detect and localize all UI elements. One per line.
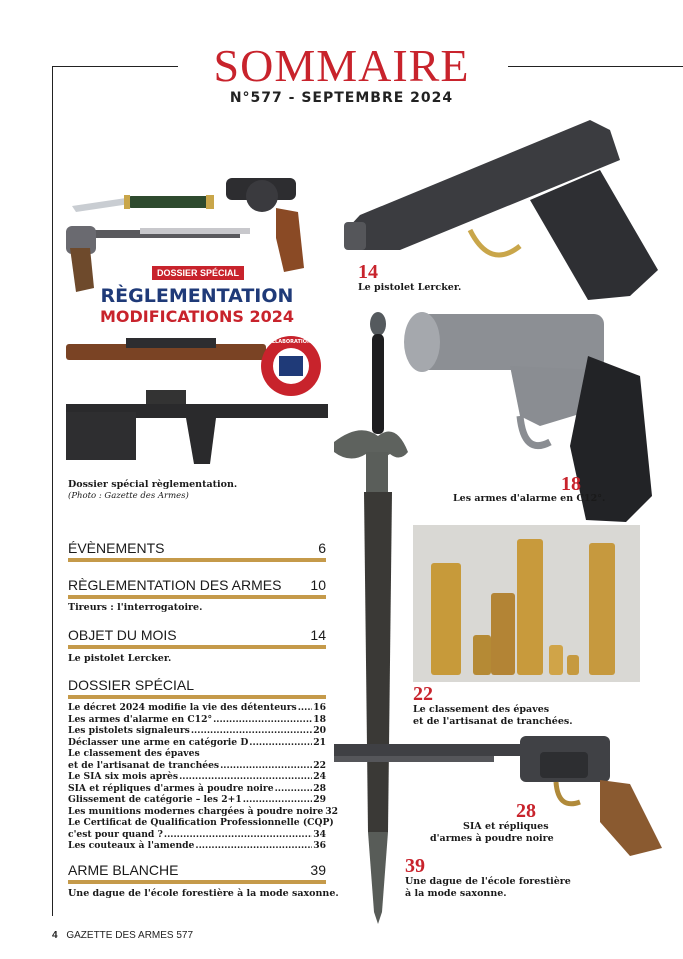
section-sub: Tireurs : l'interrogatoire. <box>68 602 203 613</box>
toc-page: 16 <box>313 702 326 713</box>
toc-entry[interactable] <box>68 817 334 829</box>
toc-text: Le Certificat de Qualification Professionnelle (CQP) <box>68 817 334 828</box>
section-objet-du-mois[interactable] <box>68 627 326 643</box>
toc-entry[interactable] <box>68 748 326 760</box>
section-title: RÈGLEMENTATION DES ARMES <box>68 577 282 593</box>
toc-text: SIA et répliques d'armes à poudre noire <box>68 782 274 794</box>
header-rule-right <box>508 66 683 67</box>
cover-caption: Dossier spécial règlementation. <box>68 479 238 490</box>
left-frame-rule <box>52 66 53 916</box>
footer <box>52 930 193 941</box>
toc-text: Les munitions modernes chargées à poudre noire <box>68 805 324 817</box>
section-page: 39 <box>310 862 326 878</box>
toc-page: 32 <box>325 805 339 817</box>
toc-text: c'est pour quand ? <box>68 828 163 840</box>
section-reglementation[interactable] <box>68 577 326 593</box>
cover-guns-illustration <box>66 168 328 473</box>
toc-page: 29 <box>313 794 326 805</box>
section-page: 14 <box>310 627 326 643</box>
lercker-pistol-photo <box>340 100 663 310</box>
toc-page: 28 <box>313 782 326 794</box>
cover-collage <box>66 168 328 473</box>
toc-entry[interactable] <box>68 725 326 737</box>
toc-page: 21 <box>313 736 326 748</box>
toc-text: et de l'artisanat de tranchées <box>68 759 220 771</box>
toc-page: 24 <box>313 771 326 782</box>
toc-entry[interactable] <box>68 794 326 806</box>
trench-art-photo <box>413 525 640 682</box>
callout-text: et de l'artisanat de tranchées. <box>413 716 573 727</box>
callout-text: Une dague de l'école forestière <box>405 876 571 887</box>
toc-text: Les pistolets signaleurs <box>68 725 190 736</box>
toc-entry[interactable] <box>68 771 326 783</box>
callout-text: d'armes à poudre noire <box>430 833 554 844</box>
footer-page-number: 4 <box>52 930 58 941</box>
section-title: DOSSIER SPÉCIAL <box>68 677 195 693</box>
toc-page: 20 <box>313 725 326 736</box>
callout-text: SIA et répliques <box>463 821 549 832</box>
toc-entry[interactable] <box>68 805 339 818</box>
dossier-toc <box>68 702 339 852</box>
section-divider <box>68 645 326 649</box>
section-title: ÉVÈNEMENTS <box>68 540 165 556</box>
toc-page: 34 <box>313 828 326 840</box>
section-title: OBJET DU MOIS <box>68 627 177 643</box>
toc-text: Les armes d'alarme en C12° <box>68 713 213 725</box>
callout-text: Les armes d'alarme en C12°. <box>453 493 606 504</box>
callout-text: Le pistolet Lercker. <box>358 282 462 293</box>
toc-text: Glissement de catégorie – les 2+1 <box>68 794 242 805</box>
section-arme-blanche[interactable] <box>68 862 326 878</box>
toc-entry[interactable] <box>68 702 326 714</box>
seal-text: EN COLLABORATION AVEC <box>254 339 328 345</box>
header-rule-left <box>52 66 178 67</box>
section-page: 10 <box>310 577 326 593</box>
callout-page: 39 <box>405 855 425 877</box>
toc-text: Le classement des épaves <box>68 748 200 759</box>
toc-page: 22 <box>313 759 326 771</box>
footer-magazine: GAZETTE DES ARMES 577 <box>66 930 194 941</box>
section-sub: Le pistolet Lercker. <box>68 653 172 664</box>
toc-text: Déclasser une arme en catégorie D <box>68 736 249 748</box>
cover-headline-1: RÈGLEMENTATION <box>100 285 294 307</box>
toc-entry[interactable] <box>68 840 326 852</box>
callout-page: 14 <box>358 261 378 283</box>
toc-entry[interactable] <box>68 829 326 841</box>
dossier-badge: DOSSIER SPÉCIAL <box>156 268 240 278</box>
toc-text: Les couteaux à l'amende <box>68 840 195 851</box>
callout-text: Le classement des épaves <box>413 704 550 715</box>
page-title: SOMMAIRE <box>213 40 470 91</box>
section-divider <box>68 695 326 699</box>
section-divider <box>68 880 326 884</box>
issue-number: N°577 - SEPTEMBRE 2024 <box>229 90 454 106</box>
cover-headline-2: MODIFICATIONS 2024 <box>99 307 295 326</box>
section-sub: Une dague de l'école forestière à la mode saxonne. <box>68 888 339 899</box>
toc-text: Le SIA six mois après <box>68 771 179 782</box>
shells-illustration <box>413 525 640 682</box>
section-evenements[interactable] <box>68 540 326 556</box>
section-divider <box>68 558 326 562</box>
cover-credit: (Photo : Gazette des Armes) <box>68 491 189 501</box>
toc-page: 36 <box>313 840 326 851</box>
toc-entry[interactable] <box>68 760 326 772</box>
toc-entry[interactable] <box>68 714 326 726</box>
section-title: ARME BLANCHE <box>68 862 179 878</box>
toc-text: Le décret 2024 modifie la vie des détenteurs <box>68 702 297 713</box>
callout-page: 28 <box>516 800 536 822</box>
callout-page: 22 <box>413 683 433 705</box>
callout-text: à la mode saxonne. <box>405 888 507 899</box>
lercker-illustration <box>340 100 663 310</box>
section-dossier-special[interactable] <box>68 677 326 693</box>
toc-entry[interactable] <box>68 737 326 749</box>
callout-page: 18 <box>561 473 581 495</box>
section-page: 6 <box>318 540 326 556</box>
toc-page: 18 <box>313 713 326 725</box>
toc-entry[interactable] <box>68 783 326 795</box>
section-divider <box>68 595 326 599</box>
